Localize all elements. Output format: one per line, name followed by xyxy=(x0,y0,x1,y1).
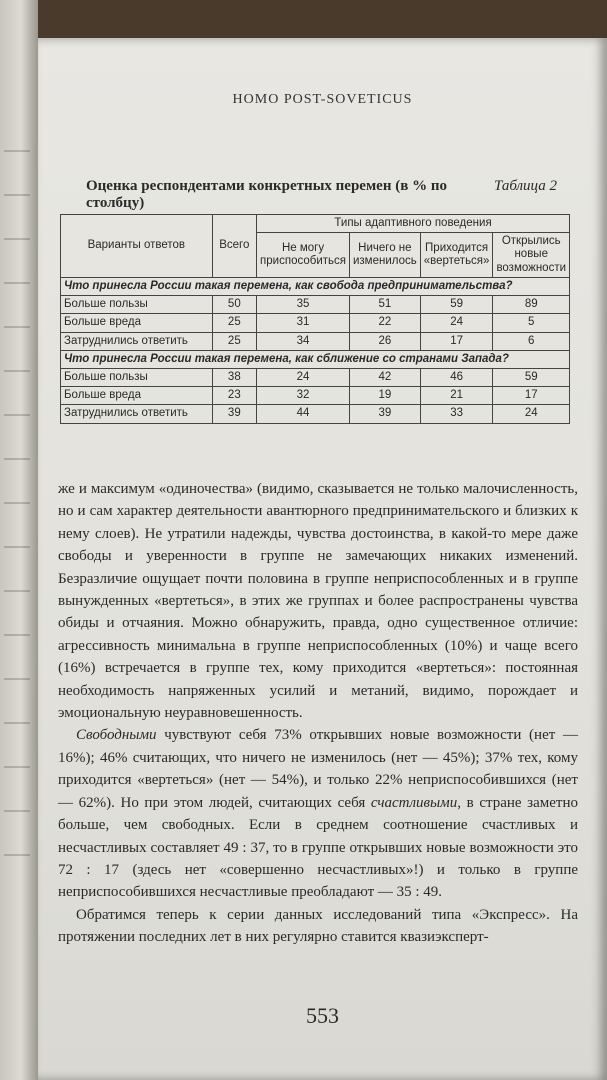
cell-c1: 31 xyxy=(257,314,350,332)
cell-c4: 89 xyxy=(493,296,570,314)
adjacent-page-edge xyxy=(0,0,38,1080)
cell-c3: 59 xyxy=(420,296,493,314)
cell-c2: 42 xyxy=(349,368,420,386)
paragraph-2 xyxy=(58,724,578,903)
cell-total: 39 xyxy=(212,405,256,423)
cell-c4: 5 xyxy=(493,314,570,332)
cell-c4: 6 xyxy=(493,332,570,350)
cell-c2: 39 xyxy=(349,405,420,423)
table-row xyxy=(61,296,570,314)
adjacent-page-lines xyxy=(4,150,30,890)
table-row xyxy=(61,387,570,405)
section-row xyxy=(61,277,570,295)
row-label: Больше пользы xyxy=(61,296,213,314)
header-total: Всего xyxy=(212,215,256,278)
header-c3: Приходится «вертеться» xyxy=(420,233,493,278)
paragraph-2-text-a: чувствуют себя 73% открывших новые возможности (нет — 16%); 46% считающих, что ничего не изменилось (нет — 45%); 37% тех, кому приходится «вертеться» (нет — 54%), и только 22% неприспособившихся (нет — 62%). Но при этом людей, считающих себя xyxy=(58,727,578,811)
cell-c4: 59 xyxy=(493,368,570,386)
cell-total: 25 xyxy=(212,332,256,350)
section-title: Что принесла России такая перемена, как свобода предпринимательства? xyxy=(61,277,570,295)
cell-c3: 33 xyxy=(420,405,493,423)
header-c4: Открылись новые возможности xyxy=(493,233,570,278)
page-number: 553 xyxy=(306,1003,339,1028)
table-row xyxy=(61,405,570,423)
header-c1: Не могу приспособиться xyxy=(257,233,350,278)
table-title: Оценка респондентами конкретных перемен (в % по столбцу) xyxy=(86,178,447,211)
running-head: HOMO POST-SOVETICUS xyxy=(232,92,413,107)
cell-c3: 46 xyxy=(420,368,493,386)
header-c2: Ничего не изменилось xyxy=(349,233,420,278)
cell-c4: 24 xyxy=(493,405,570,423)
emphasis-happy: счастливыми xyxy=(370,794,458,811)
cell-total: 23 xyxy=(212,387,256,405)
cell-c2: 51 xyxy=(349,296,420,314)
header-options: Варианты ответов xyxy=(61,215,213,278)
row-label: Больше пользы xyxy=(61,368,213,386)
cell-c1: 32 xyxy=(257,387,350,405)
cell-c1: 44 xyxy=(257,405,350,423)
table-row xyxy=(61,332,570,350)
section-title: Что принесла России такая перемена, как сближение со странами Запада? xyxy=(61,350,570,368)
body-text xyxy=(58,478,578,949)
cell-total: 25 xyxy=(212,314,256,332)
emphasis-free: Свободными xyxy=(76,727,157,744)
row-label: Больше вреда xyxy=(61,314,213,332)
book-page xyxy=(38,38,607,1080)
table-header-row xyxy=(61,215,570,233)
row-label: Больше вреда xyxy=(61,387,213,405)
cell-c1: 34 xyxy=(257,332,350,350)
paragraph-3: Обратимся теперь к серии данных исследований типа «Экспресс». На протяжении последних лет в них регулярно ставится квазиэксперт- xyxy=(58,906,578,946)
cell-c1: 35 xyxy=(257,296,350,314)
table-row xyxy=(61,314,570,332)
cell-c2: 22 xyxy=(349,314,420,332)
table-row xyxy=(61,368,570,386)
cell-c2: 19 xyxy=(349,387,420,405)
header-group: Типы адаптивного поведения xyxy=(257,215,570,233)
table-label: Таблица 2 xyxy=(494,178,557,194)
cell-c4: 17 xyxy=(493,387,570,405)
paragraph-1: же и максимум «одиночества» (видимо, сказывается не только малочисленность, но и сам характер деятельности авантюрного предпринимательского и близких к нему слоев). Не утратили надежды, чувства достоинства, в какой-то мере даже свободы и уверенности в группе не замечающих никаких изменений. Безразличие ощущает почти половина в группе неприспособленных и в группе вынужденных «вертеться», в этих же группах и более распространены чувства обиды и отчаяния. Можно обнаружить, правда, одно существенное отличие: агрессивность минимальна в группе неприспособленных (10%) и чаще всего (16%) встречается в группе тех, кому приходится «вертеться»: постоянная необходимость напряженных усилий и метаний, видимо, порождает и эмоциональную неуравновешенность. xyxy=(58,481,578,722)
cell-c3: 24 xyxy=(420,314,493,332)
cell-total: 38 xyxy=(212,368,256,386)
row-label: Затруднились ответить xyxy=(61,405,213,423)
paragraph-2-text-b: , в стране заметно больше, чем свободных. Если в среднем соотношение счастливых и несчастливых составляет 49 : 37, то в группе открывших новые возможности это 72 : 17 (здесь нет «совершенно несчастливых»!) и только в группе неприспособившихся несчастливые преобладают — 35 : 49. xyxy=(58,794,578,901)
row-label: Затруднились ответить xyxy=(61,332,213,350)
cell-total: 50 xyxy=(212,296,256,314)
cell-c3: 21 xyxy=(420,387,493,405)
cell-c2: 26 xyxy=(349,332,420,350)
cell-c1: 24 xyxy=(257,368,350,386)
cell-c3: 17 xyxy=(420,332,493,350)
data-table xyxy=(60,214,570,424)
table-caption xyxy=(86,178,557,212)
section-row xyxy=(61,350,570,368)
